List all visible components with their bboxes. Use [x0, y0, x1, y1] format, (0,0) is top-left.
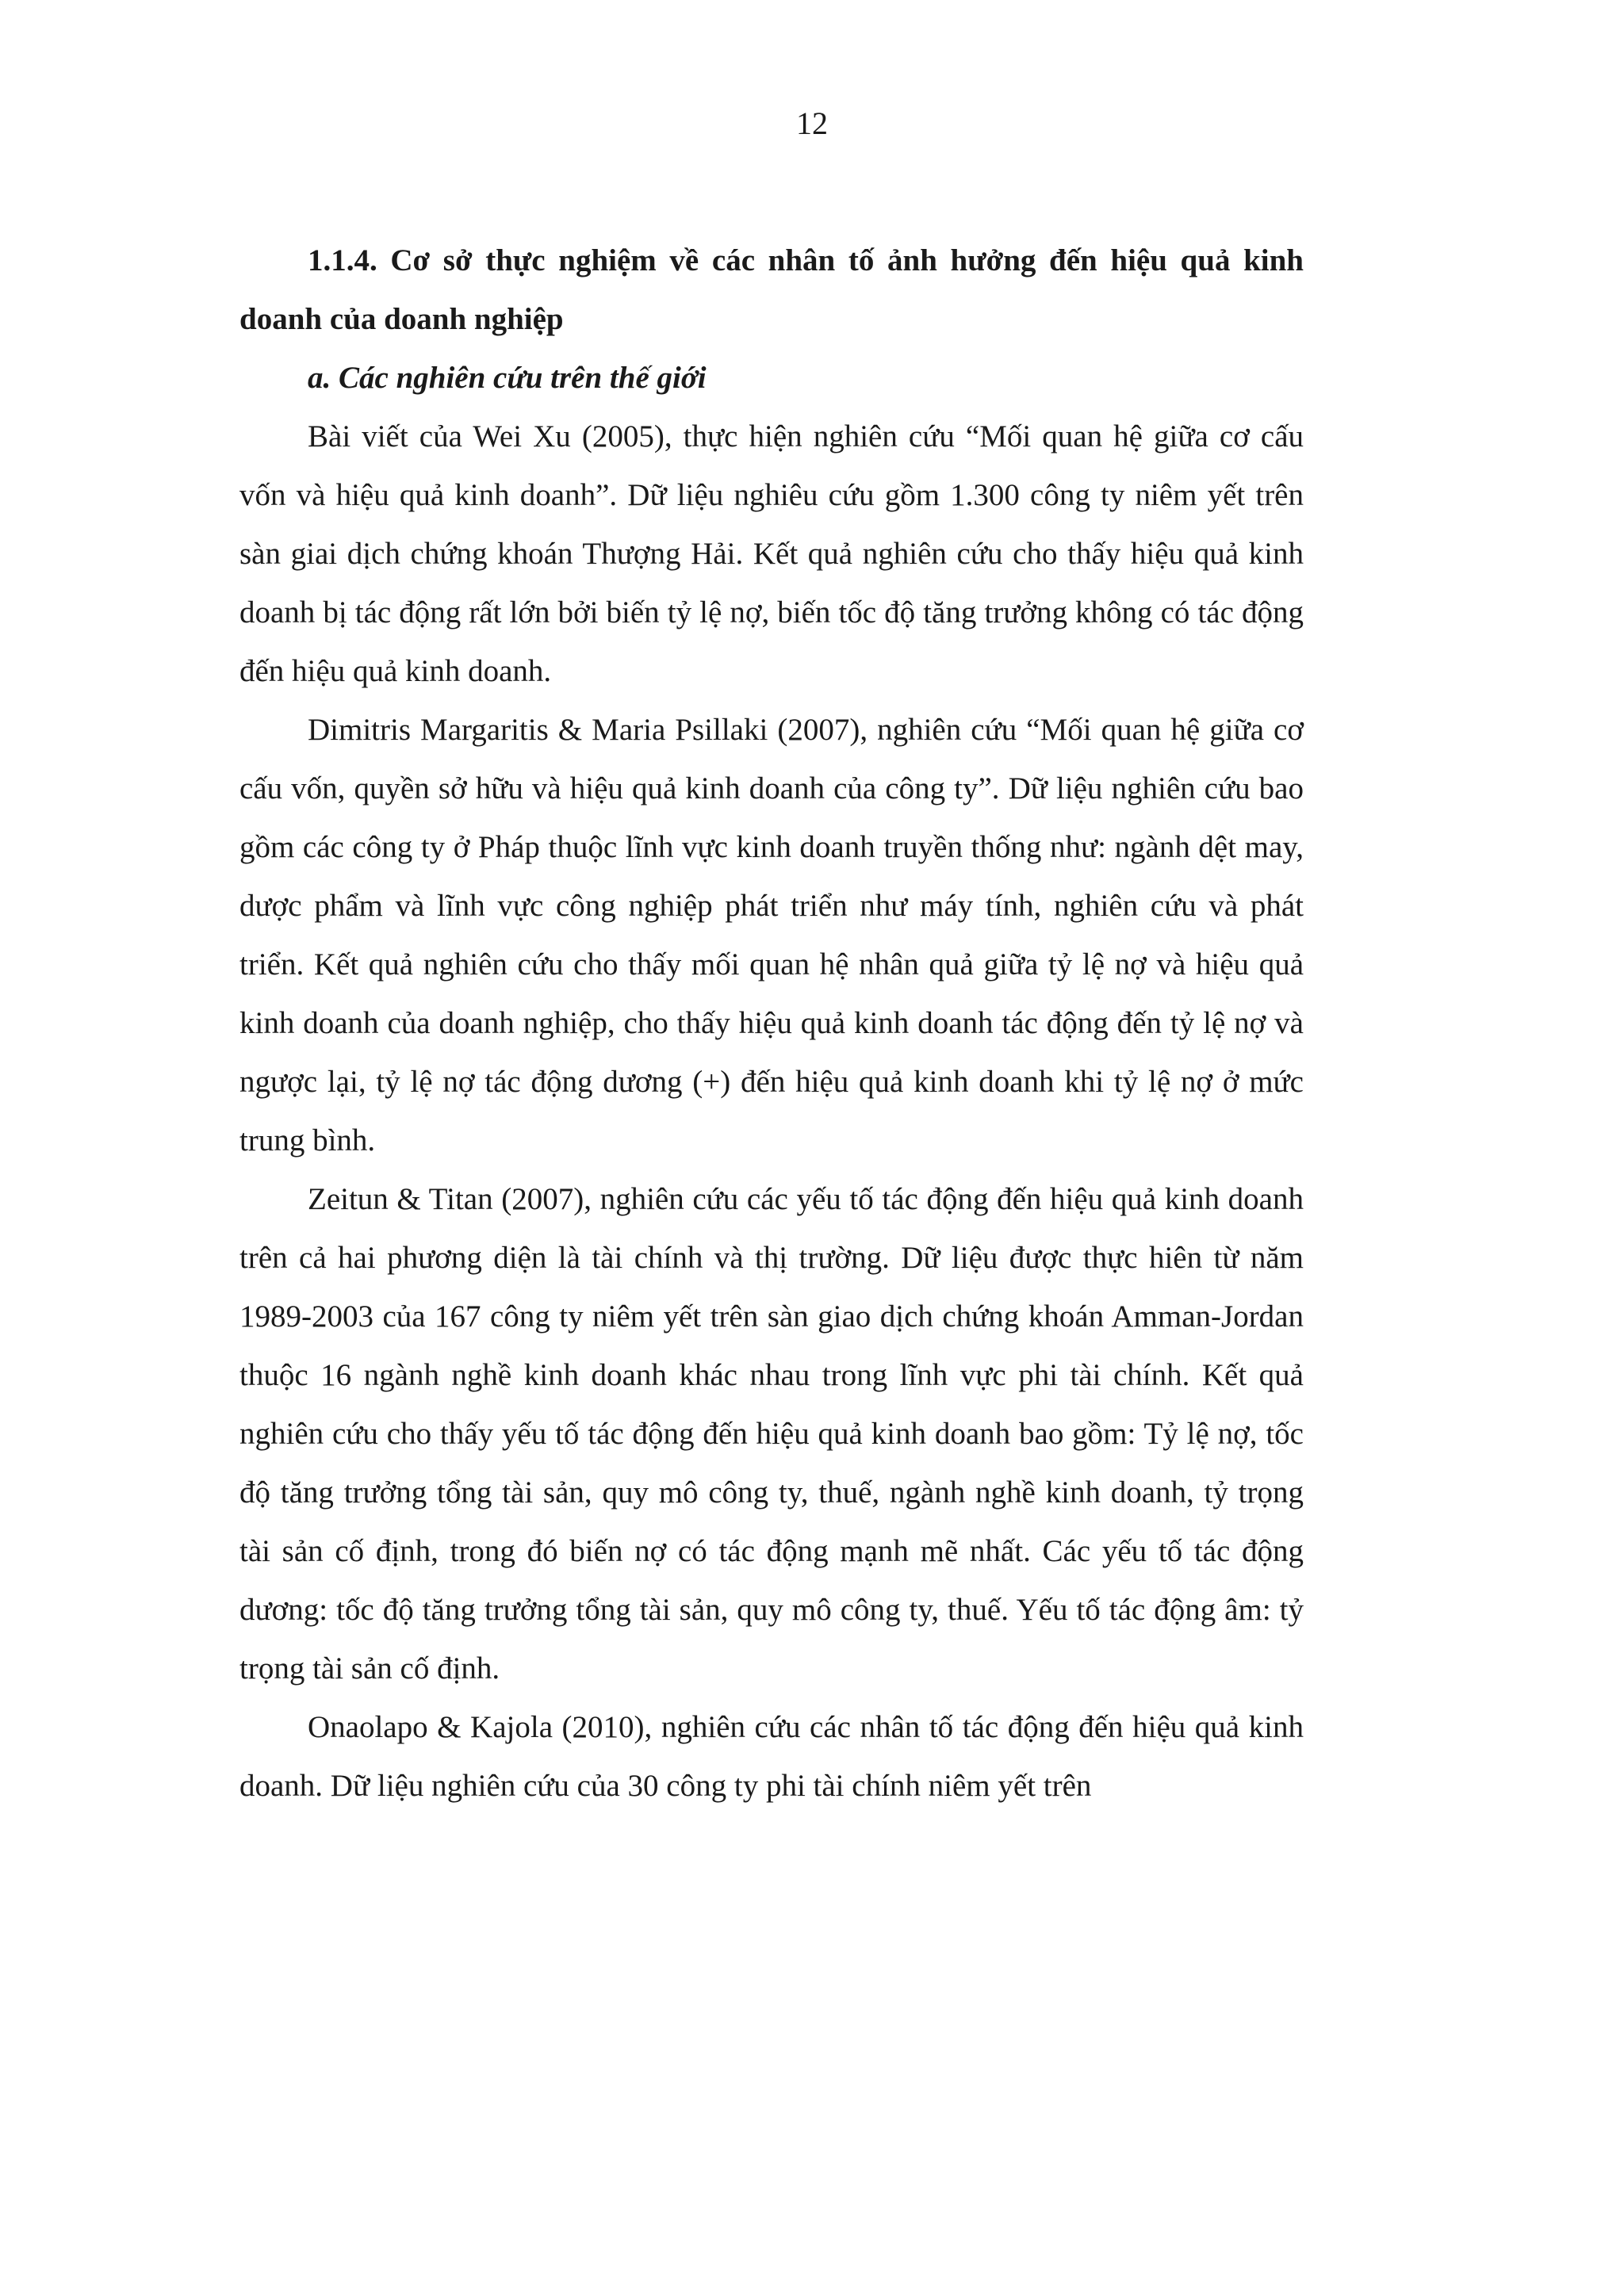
paragraph-wei-xu: Bài viết của Wei Xu (2005), thực hiện nghiên cứu “Mối quan hệ giữa cơ cấu vốn và hiệu quả kinh doanh”. Dữ liệu nghiêu cứu gồm 1.300 công ty niêm yết trên sàn giai dịch chứng khoán Thượng Hải. Kết quả nghiên cứu cho thấy hiệu quả kinh doanh bị tác động rất lớn bởi biến tỷ lệ nợ, biến tốc độ tăng trưởng không có tác động đến hiệu quả kinh doanh.: [239, 419, 1304, 688]
section-heading: 1.1.4. Cơ sở thực nghiệm về các nhân tố ảnh hưởng đến hiệu quả kinh doanh của doanh nghiệp: [239, 243, 1304, 336]
document-body: [239, 232, 1304, 1816]
page-number: 12: [796, 105, 828, 141]
paragraph-margaritis-psillaki: Dimitris Margaritis & Maria Psillaki (2007), nghiên cứu “Mối quan hệ giữa cơ cấu vốn, quyền sở hữu và hiệu quả kinh doanh của công ty”. Dữ liệu nghiên cứu bao gồm các công ty ở Pháp thuộc lĩnh vực kinh doanh truyền thống như: ngành dệt may, dược phẩm và lĩnh vực công nghiệp phát triển như máy tính, nghiên cứu và phát triển. Kết quả nghiên cứu cho thấy mối quan hệ nhân quả giữa tỷ lệ nợ và hiệu quả kinh doanh của doanh nghiệp, cho thấy hiệu quả kinh doanh tác động đến tỷ lệ nợ và ngược lại, tỷ lệ nợ tác động dương (+) đến hiệu quả kinh doanh khi tỷ lệ nợ ở mức trung bình.: [239, 713, 1304, 1158]
paragraph-zeitun-titan: Zeitun & Titan (2007), nghiên cứu các yếu tố tác động đến hiệu quả kinh doanh trên cả hai phương diện là tài chính và thị trường. Dữ liệu được thực hiên từ năm 1989-2003 của 167 công ty niêm yết trên sàn giao dịch chứng khoán Amman-Jordan thuộc 16 ngành nghề kinh doanh khác nhau trong lĩnh vực phi tài chính. Kết quả nghiên cứu cho thấy yếu tố tác động đến hiệu quả kinh doanh bao gồm: Tỷ lệ nợ, tốc độ tăng trưởng tổng tài sản, quy mô công ty, thuế, ngành nghề kinh doanh, tỷ trọng tài sản cố định, trong đó biến nợ có tác động mạnh mẽ nhất. Các yếu tố tác động dương: tốc độ tăng trưởng tổng tài sản, quy mô công ty, thuế. Yếu tố tác động âm: tỷ trọng tài sản cố định.: [239, 1182, 1304, 1686]
paragraph-onaolapo-kajola: Onaolapo & Kajola (2010), nghiên cứu các nhân tố tác động đến hiệu quả kinh doanh. Dữ liệu nghiên cứu của 30 công ty phi tài chính niêm yết trên: [239, 1710, 1304, 1803]
sub-heading: a. Các nghiên cứu trên thế giới: [308, 361, 707, 395]
